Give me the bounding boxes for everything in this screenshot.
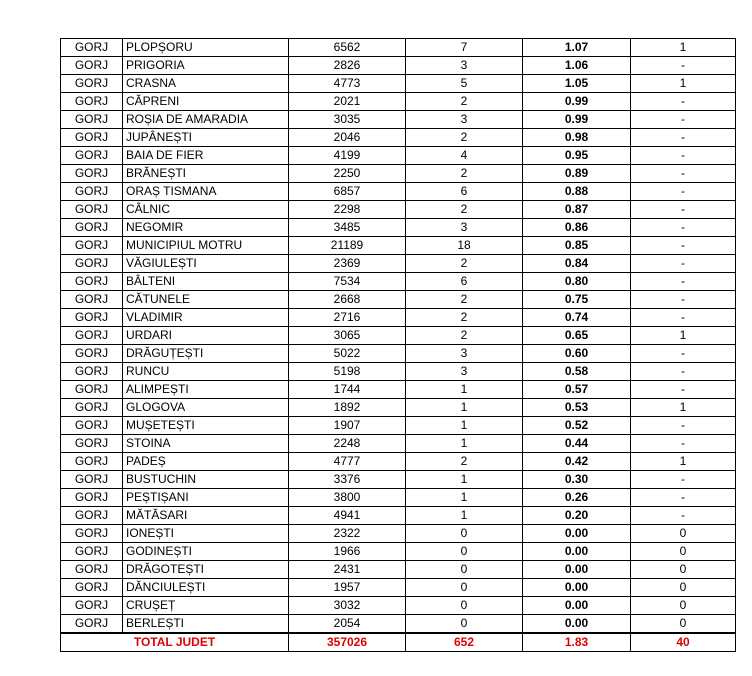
- population-cell: 3035: [289, 111, 406, 129]
- extra-cell: -: [631, 507, 736, 525]
- table-row: [61, 543, 736, 561]
- population-cell: 2668: [289, 291, 406, 309]
- count-cell: 0: [406, 525, 523, 543]
- index-cell: 0.99: [523, 93, 631, 111]
- county-cell: GORJ: [61, 615, 123, 634]
- table-row: [61, 129, 736, 147]
- locality-cell: NEGOMIR: [123, 219, 289, 237]
- extra-cell: 1: [631, 327, 736, 345]
- count-cell: 2: [406, 201, 523, 219]
- population-cell: 2298: [289, 201, 406, 219]
- extra-cell: -: [631, 291, 736, 309]
- population-cell: 3065: [289, 327, 406, 345]
- count-cell: 1: [406, 489, 523, 507]
- index-cell: 0.87: [523, 201, 631, 219]
- locality-cell: CĂPRENI: [123, 93, 289, 111]
- table-row: [61, 363, 736, 381]
- table-row: [61, 255, 736, 273]
- index-cell: 0.65: [523, 327, 631, 345]
- population-cell: 4199: [289, 147, 406, 165]
- population-cell: 3032: [289, 597, 406, 615]
- county-cell: GORJ: [61, 201, 123, 219]
- locality-cell: MUȘETEȘTI: [123, 417, 289, 435]
- extra-cell: 0: [631, 543, 736, 561]
- county-cell: GORJ: [61, 543, 123, 561]
- count-cell: 0: [406, 615, 523, 634]
- table-row: [61, 39, 736, 57]
- locality-cell: MĂTĂSARI: [123, 507, 289, 525]
- count-cell: 7: [406, 39, 523, 57]
- count-cell: 1: [406, 435, 523, 453]
- count-cell: 2: [406, 453, 523, 471]
- extra-cell: -: [631, 363, 736, 381]
- population-cell: 4777: [289, 453, 406, 471]
- locality-cell: GLOGOVA: [123, 399, 289, 417]
- count-cell: 2: [406, 165, 523, 183]
- extra-cell: 1: [631, 453, 736, 471]
- table-row: [61, 615, 736, 634]
- population-cell: 4941: [289, 507, 406, 525]
- index-cell: 0.00: [523, 561, 631, 579]
- county-cell: GORJ: [61, 525, 123, 543]
- table-row: [61, 561, 736, 579]
- population-cell: 1907: [289, 417, 406, 435]
- locality-cell: PRIGORIA: [123, 57, 289, 75]
- locality-cell: JUPÂNEȘTI: [123, 129, 289, 147]
- population-cell: 2021: [289, 93, 406, 111]
- index-cell: 0.00: [523, 579, 631, 597]
- extra-cell: 0: [631, 525, 736, 543]
- locality-cell: BERLEȘTI: [123, 615, 289, 634]
- extra-cell: 1: [631, 39, 736, 57]
- count-cell: 0: [406, 561, 523, 579]
- table-row: [61, 453, 736, 471]
- table-row: [61, 165, 736, 183]
- extra-cell: -: [631, 435, 736, 453]
- index-cell: 0.26: [523, 489, 631, 507]
- table-row: [61, 201, 736, 219]
- count-cell: 1: [406, 507, 523, 525]
- count-cell: 2: [406, 327, 523, 345]
- index-cell: 0.74: [523, 309, 631, 327]
- index-cell: 0.85: [523, 237, 631, 255]
- population-cell: 6562: [289, 39, 406, 57]
- table-row: [61, 75, 736, 93]
- table-row: [61, 183, 736, 201]
- extra-cell: -: [631, 201, 736, 219]
- table-row: [61, 507, 736, 525]
- county-cell: GORJ: [61, 129, 123, 147]
- locality-cell: RUNCU: [123, 363, 289, 381]
- extra-cell: -: [631, 489, 736, 507]
- extra-cell: -: [631, 237, 736, 255]
- locality-cell: BRĂNEȘTI: [123, 165, 289, 183]
- population-cell: 2431: [289, 561, 406, 579]
- table-row: [61, 327, 736, 345]
- locality-cell: CRASNA: [123, 75, 289, 93]
- county-cell: GORJ: [61, 507, 123, 525]
- population-cell: 2054: [289, 615, 406, 634]
- index-cell: 0.75: [523, 291, 631, 309]
- count-cell: 0: [406, 543, 523, 561]
- count-cell: 2: [406, 129, 523, 147]
- extra-cell: 0: [631, 579, 736, 597]
- count-cell: 2: [406, 93, 523, 111]
- table-row: [61, 147, 736, 165]
- locality-cell: BAIA DE FIER: [123, 147, 289, 165]
- table-row: [61, 579, 736, 597]
- index-cell: 0.20: [523, 507, 631, 525]
- locality-cell: CRUȘEȚ: [123, 597, 289, 615]
- county-cell: GORJ: [61, 363, 123, 381]
- count-cell: 6: [406, 273, 523, 291]
- index-cell: 0.00: [523, 525, 631, 543]
- population-cell: 1744: [289, 381, 406, 399]
- county-cell: GORJ: [61, 291, 123, 309]
- extra-cell: -: [631, 471, 736, 489]
- extra-cell: -: [631, 183, 736, 201]
- population-cell: 1966: [289, 543, 406, 561]
- extra-cell: -: [631, 129, 736, 147]
- locality-cell: VĂGIULEȘTI: [123, 255, 289, 273]
- index-cell: 0.42: [523, 453, 631, 471]
- total-extra: 40: [631, 633, 736, 652]
- population-cell: 2716: [289, 309, 406, 327]
- county-cell: GORJ: [61, 75, 123, 93]
- total-index: 1.83: [523, 633, 631, 652]
- extra-cell: -: [631, 219, 736, 237]
- count-cell: 2: [406, 255, 523, 273]
- index-cell: 0.99: [523, 111, 631, 129]
- population-cell: 6857: [289, 183, 406, 201]
- locality-cell: DĂNCIULEȘTI: [123, 579, 289, 597]
- total-row: [61, 633, 736, 652]
- population-cell: 7534: [289, 273, 406, 291]
- county-cell: GORJ: [61, 183, 123, 201]
- extra-cell: -: [631, 93, 736, 111]
- index-cell: 0.89: [523, 165, 631, 183]
- county-cell: GORJ: [61, 345, 123, 363]
- population-cell: 2250: [289, 165, 406, 183]
- index-cell: 0.84: [523, 255, 631, 273]
- county-cell: GORJ: [61, 399, 123, 417]
- extra-cell: -: [631, 255, 736, 273]
- total-population: 357026: [289, 633, 406, 652]
- locality-cell: BÂLTENI: [123, 273, 289, 291]
- county-cell: GORJ: [61, 309, 123, 327]
- index-cell: 0.30: [523, 471, 631, 489]
- locality-cell: ALIMPEȘTI: [123, 381, 289, 399]
- county-cell: GORJ: [61, 597, 123, 615]
- count-cell: 18: [406, 237, 523, 255]
- index-cell: 0.58: [523, 363, 631, 381]
- locality-cell: DRĂGUȚEȘTI: [123, 345, 289, 363]
- county-cell: GORJ: [61, 219, 123, 237]
- count-cell: 1: [406, 399, 523, 417]
- population-cell: 3376: [289, 471, 406, 489]
- table-row: [61, 273, 736, 291]
- county-cell: GORJ: [61, 453, 123, 471]
- table-row: [61, 399, 736, 417]
- locality-cell: PLOPȘORU: [123, 39, 289, 57]
- county-cell: GORJ: [61, 579, 123, 597]
- index-cell: 0.95: [523, 147, 631, 165]
- locality-cell: PEȘTIȘANI: [123, 489, 289, 507]
- table-row: [61, 345, 736, 363]
- count-cell: 3: [406, 363, 523, 381]
- locality-cell: GODINEȘTI: [123, 543, 289, 561]
- count-cell: 6: [406, 183, 523, 201]
- extra-cell: -: [631, 111, 736, 129]
- population-cell: 1957: [289, 579, 406, 597]
- index-cell: 0.88: [523, 183, 631, 201]
- locality-cell: BUSTUCHIN: [123, 471, 289, 489]
- count-cell: 2: [406, 291, 523, 309]
- county-cell: GORJ: [61, 381, 123, 399]
- locality-cell: MUNICIPIUL MOTRU: [123, 237, 289, 255]
- count-cell: 1: [406, 471, 523, 489]
- extra-cell: -: [631, 417, 736, 435]
- table-row: [61, 57, 736, 75]
- table-row: [61, 417, 736, 435]
- count-cell: 3: [406, 219, 523, 237]
- extra-cell: -: [631, 273, 736, 291]
- index-cell: 1.06: [523, 57, 631, 75]
- count-cell: 0: [406, 579, 523, 597]
- population-cell: 2046: [289, 129, 406, 147]
- table-row: [61, 219, 736, 237]
- data-table: [60, 38, 736, 652]
- locality-cell: CĂTUNELE: [123, 291, 289, 309]
- extra-cell: -: [631, 57, 736, 75]
- extra-cell: -: [631, 381, 736, 399]
- population-cell: 1892: [289, 399, 406, 417]
- table-row: [61, 93, 736, 111]
- population-cell: 2826: [289, 57, 406, 75]
- table-row: [61, 435, 736, 453]
- count-cell: 1: [406, 381, 523, 399]
- index-cell: 0.53: [523, 399, 631, 417]
- index-cell: 0.86: [523, 219, 631, 237]
- locality-cell: ROȘIA DE AMARADIA: [123, 111, 289, 129]
- count-cell: 3: [406, 57, 523, 75]
- total-count: 652: [406, 633, 523, 652]
- county-cell: GORJ: [61, 489, 123, 507]
- population-cell: 3800: [289, 489, 406, 507]
- county-cell: GORJ: [61, 165, 123, 183]
- index-cell: 0.00: [523, 597, 631, 615]
- county-cell: GORJ: [61, 327, 123, 345]
- population-cell: 2248: [289, 435, 406, 453]
- extra-cell: 1: [631, 75, 736, 93]
- locality-cell: PADEȘ: [123, 453, 289, 471]
- extra-cell: -: [631, 147, 736, 165]
- index-cell: 0.80: [523, 273, 631, 291]
- count-cell: 2: [406, 309, 523, 327]
- population-cell: 2322: [289, 525, 406, 543]
- count-cell: 5: [406, 75, 523, 93]
- index-cell: 0.00: [523, 543, 631, 561]
- population-cell: 4773: [289, 75, 406, 93]
- locality-cell: URDARI: [123, 327, 289, 345]
- county-cell: GORJ: [61, 273, 123, 291]
- population-cell: 3485: [289, 219, 406, 237]
- table-row: [61, 525, 736, 543]
- table-row: [61, 597, 736, 615]
- locality-cell: ORAȘ TISMANA: [123, 183, 289, 201]
- county-cell: GORJ: [61, 57, 123, 75]
- index-cell: 0.57: [523, 381, 631, 399]
- county-cell: GORJ: [61, 417, 123, 435]
- table-row: [61, 471, 736, 489]
- population-cell: 5022: [289, 345, 406, 363]
- extra-cell: -: [631, 309, 736, 327]
- extra-cell: 0: [631, 561, 736, 579]
- county-cell: GORJ: [61, 255, 123, 273]
- index-cell: 1.07: [523, 39, 631, 57]
- count-cell: 4: [406, 147, 523, 165]
- county-cell: GORJ: [61, 111, 123, 129]
- county-cell: GORJ: [61, 147, 123, 165]
- table-row: [61, 291, 736, 309]
- index-cell: 0.52: [523, 417, 631, 435]
- index-cell: 0.60: [523, 345, 631, 363]
- county-cell: GORJ: [61, 93, 123, 111]
- extra-cell: 1: [631, 399, 736, 417]
- index-cell: 0.00: [523, 615, 631, 634]
- extra-cell: 0: [631, 615, 736, 634]
- county-cell: GORJ: [61, 237, 123, 255]
- locality-cell: DRĂGOTEȘTI: [123, 561, 289, 579]
- table-row: [61, 489, 736, 507]
- extra-cell: 0: [631, 597, 736, 615]
- extra-cell: -: [631, 345, 736, 363]
- locality-cell: IONEȘTI: [123, 525, 289, 543]
- table-row: [61, 381, 736, 399]
- locality-cell: VLADIMIR: [123, 309, 289, 327]
- locality-cell: CÂLNIC: [123, 201, 289, 219]
- population-cell: 21189: [289, 237, 406, 255]
- county-cell: GORJ: [61, 561, 123, 579]
- table-row: [61, 237, 736, 255]
- county-cell: GORJ: [61, 471, 123, 489]
- county-cell: GORJ: [61, 39, 123, 57]
- table-row: [61, 309, 736, 327]
- locality-cell: STOINA: [123, 435, 289, 453]
- table-row: [61, 111, 736, 129]
- index-cell: 1.05: [523, 75, 631, 93]
- county-cell: GORJ: [61, 435, 123, 453]
- index-cell: 0.44: [523, 435, 631, 453]
- total-label: TOTAL JUDET: [61, 633, 289, 652]
- population-cell: 5198: [289, 363, 406, 381]
- count-cell: 0: [406, 597, 523, 615]
- table-body: [61, 39, 736, 634]
- population-cell: 2369: [289, 255, 406, 273]
- count-cell: 3: [406, 345, 523, 363]
- index-cell: 0.98: [523, 129, 631, 147]
- extra-cell: -: [631, 165, 736, 183]
- count-cell: 3: [406, 111, 523, 129]
- count-cell: 1: [406, 417, 523, 435]
